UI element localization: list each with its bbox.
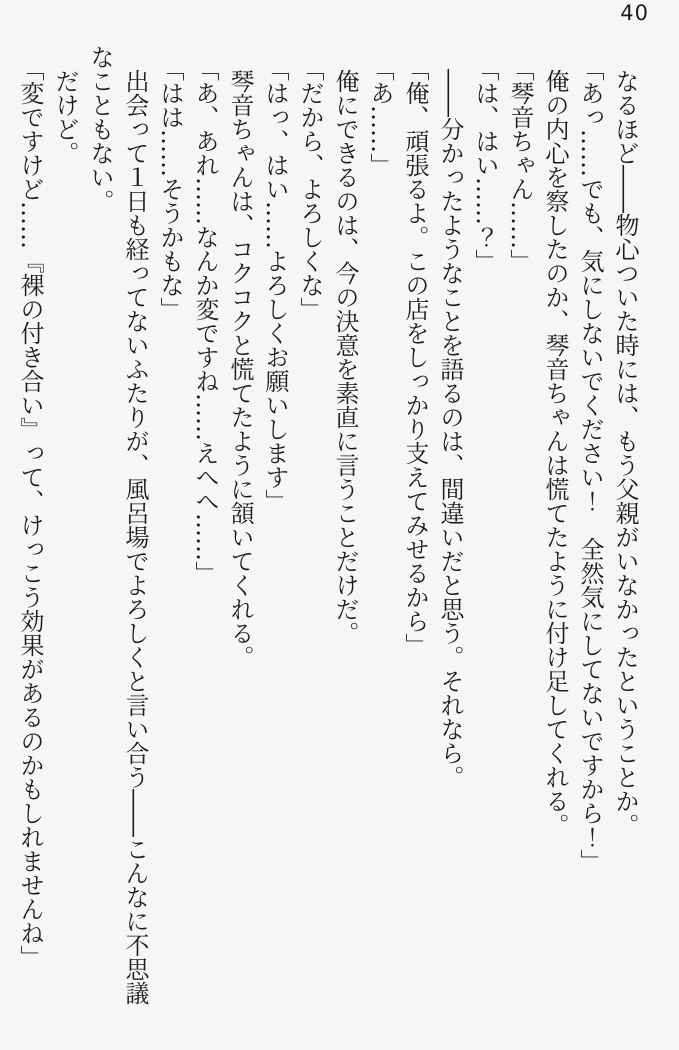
- narration-paragraph: 俺の内心を察したのか、琴音ちゃんは慌てたように付け足してくれる。: [541, 69, 569, 837]
- dialogue-paragraph: 「あ……」: [366, 57, 394, 177]
- vertical-text-block: [12, 45, 642, 1010]
- dialogue-paragraph: 「はは……そうかもな」: [156, 57, 184, 321]
- dialogue-paragraph: 「はっ、はい……よろしくお願いします」: [261, 57, 289, 513]
- dialogue-paragraph: 「変ですけど……『裸の付き合い』って、けっこう効果があるのかもしれませんね」: [16, 57, 44, 969]
- dialogue-paragraph: 「は、はい……？」: [471, 57, 499, 273]
- page-number: 40: [620, 1, 649, 25]
- narration-paragraph: ――分かったようなことを語るのは、間違いだと思う。それなら。: [436, 69, 464, 789]
- dialogue-paragraph: 「あっ……でも、気にしないでください！ 全然気にしてないですから！」: [576, 57, 604, 873]
- narration-paragraph: 出会って１日も経ってないふたりが、風呂場でよろしくと言い合う――こんなに不思議なこともない。: [86, 45, 149, 1005]
- dialogue-paragraph: 「あ、あれ……なんか変ですね……えへへ……」: [191, 57, 219, 585]
- narration-paragraph: なるほど――物心ついた時には、もう父親がいなかったということか。: [611, 69, 639, 837]
- dialogue-paragraph: 「琴音ちゃん……」: [506, 57, 534, 273]
- narration-paragraph: 俺にできるのは、今の決意を素直に言うことだけだ。: [331, 69, 359, 645]
- dialogue-paragraph: 「俺、頑張るよ。この店をしっかり支えてみせるから」: [401, 57, 429, 657]
- narration-paragraph: だけど。: [51, 69, 79, 165]
- narration-paragraph: 琴音ちゃんは、コクコクと慌てたように頷いてくれる。: [226, 69, 254, 669]
- dialogue-paragraph: 「だから、よろしくな」: [296, 57, 324, 321]
